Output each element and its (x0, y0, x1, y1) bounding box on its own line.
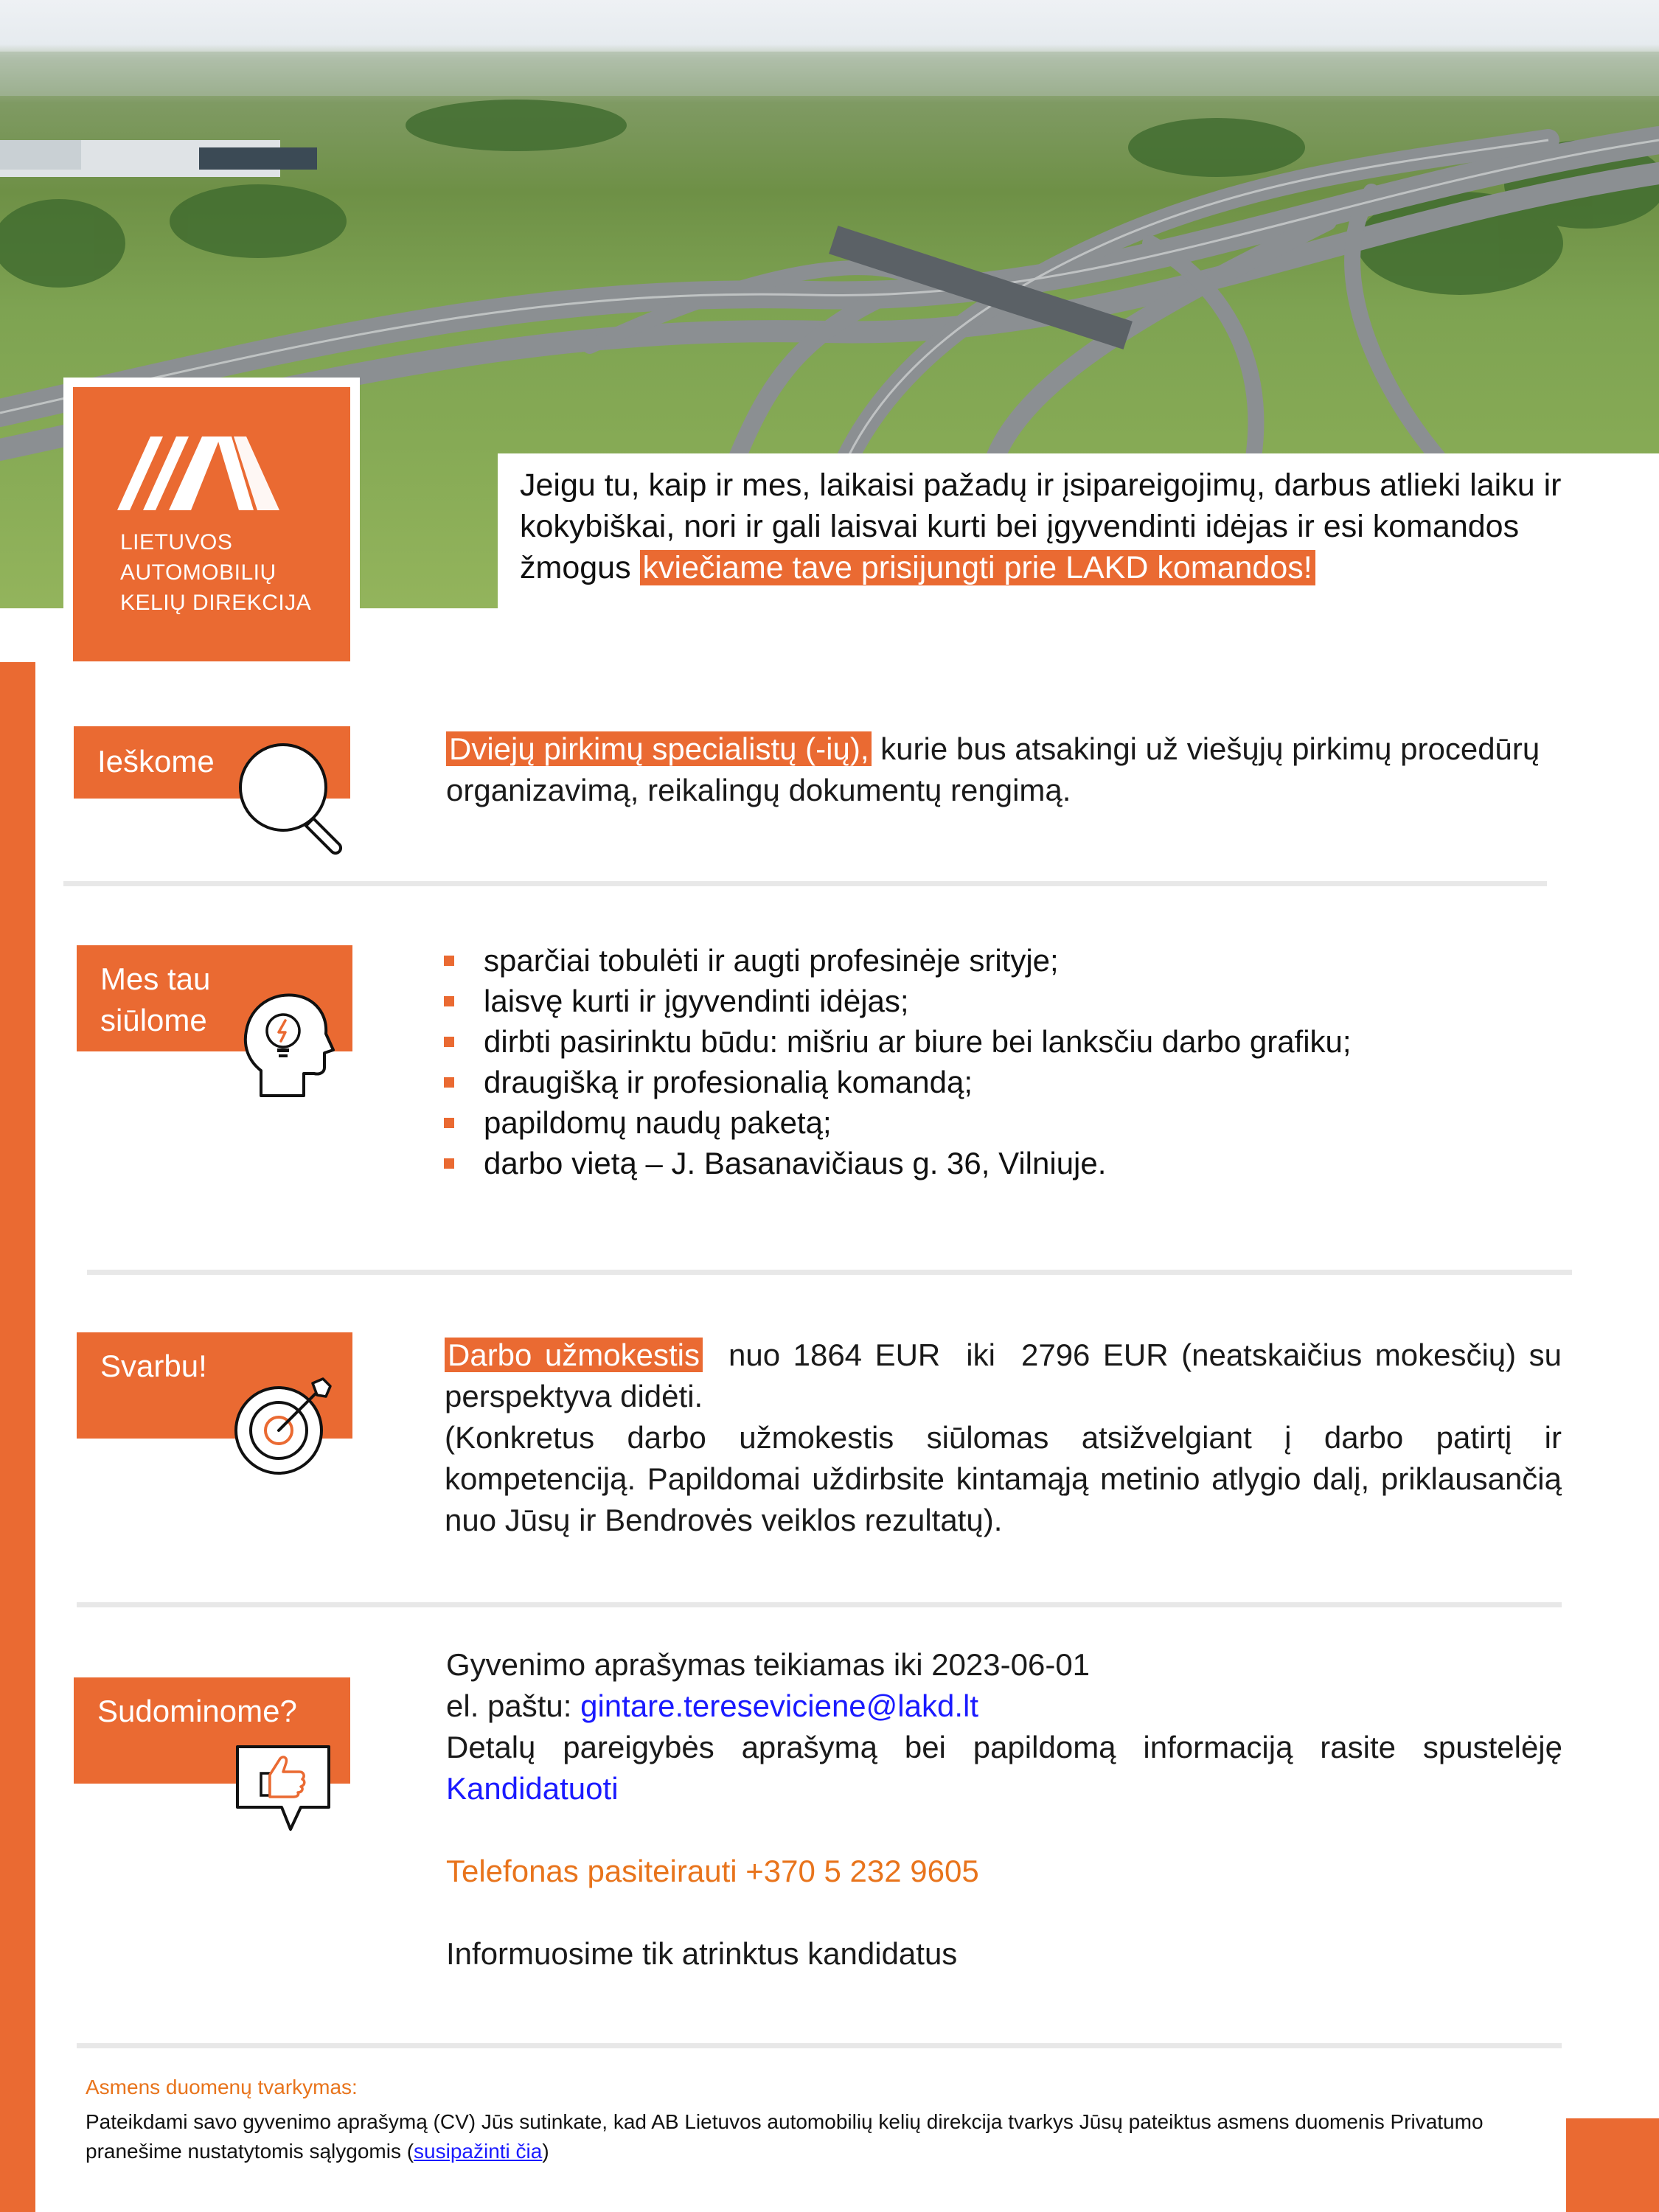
tag-interested: Sudominome? (74, 1677, 350, 1784)
offer-list (442, 940, 1548, 1183)
tag-important: Svarbu! (77, 1332, 352, 1439)
thumbs-up-chat-icon (234, 1744, 332, 1832)
offer-item: laisvę kurti ir įgyvendinti idėjas; (442, 981, 1548, 1021)
logo-text (120, 527, 311, 618)
offer-item: darbo vietą – J. Basanavičiaus g. 36, Vilniuje. (442, 1143, 1548, 1183)
privacy-title: Asmens duomenų tvarkymas: (86, 2076, 358, 2098)
lakd-logo-icon (73, 387, 350, 661)
privacy-link[interactable]: susipažinti čia (414, 2140, 543, 2163)
logo-line-3: KELIŲ DIREKCIJA (120, 591, 312, 615)
intro-body: Jeigu tu, kaip ir mes, laikaisi pažadų ir įsipareigojimų, darbus atlieki laiku ir kokybiškai, nori ir gali laisvai kurti bei įgyvendinti idėjas ir esi komandos žmogus (520, 467, 1562, 585)
phone-info: Telefonas pasiteirauti +370 5 232 9605 (446, 1854, 979, 1888)
tag-seeking: Ieškome (74, 726, 350, 799)
email-label: el. paštu: (446, 1688, 581, 1723)
logo-line-1: LIETUVOS (120, 530, 233, 554)
privacy-body: Pateikdami savo gyvenimo aprašymą (CV) Jūs sutinkate, kad AB Lietuvos automobilių kelių direkcija tvarkys Jūsų pateiktus asmens duomenis Privatumo pranešime nustatytomis sąlygomis ( (86, 2110, 1484, 2163)
divider-1 (63, 881, 1547, 886)
seeking-text (446, 728, 1552, 811)
intro-text (520, 465, 1618, 588)
salary-note: (Konkretus darbo užmokestis siūlomas atsižvelgiant į darbo patirtį ir kompetenciją. Papildomai uždirbsite kintamąją metinio atlygio dalį, priklausančią nuo Jūsų ir Bendrovės veiklos rezultatų). (445, 1420, 1562, 1537)
tag-offer-line-2: siūlome (100, 1003, 207, 1037)
apply-link[interactable]: Kandidatuoti (446, 1771, 619, 1806)
privacy-text (86, 2107, 1553, 2166)
head-lightbulb-icon (240, 988, 336, 1099)
important-text (445, 1335, 1571, 1541)
target-arrow-icon (233, 1373, 336, 1476)
salary-range: nuo 1864 EUR iki 2796 EUR (neatskaičius mokesčių) su perspektyva didėti. (445, 1338, 1571, 1413)
corner-accent-box (1566, 2118, 1659, 2212)
seeking-highlight: Dviejų pirkimų specialistų (-ių), (446, 731, 872, 766)
lakd-logo (73, 387, 350, 661)
selection-notice: Informuosime tik atrinktus kandidatus (446, 1936, 958, 1971)
offer-item: dirbti pasirinktu būdu: mišriu ar biure bei lanksčiu darbo grafiku; (442, 1021, 1548, 1062)
divider-2 (87, 1270, 1572, 1275)
salary-highlight: Darbo užmokestis (445, 1338, 703, 1372)
side-accent-bar (0, 662, 35, 2212)
offer-item: draugišką ir profesionalią komandą; (442, 1062, 1548, 1102)
offer-item: sparčiai tobulėti ir augti profesinėje srityje; (442, 940, 1548, 981)
logo-line-2: AUTOMOBILIŲ (120, 560, 276, 585)
details-text: Detalų pareigybės aprašymą bei papildomą informaciją rasite spustelėję (446, 1730, 1562, 1764)
email-link[interactable]: gintare.tereseviciene@lakd.lt (580, 1688, 979, 1723)
magnifier-icon (230, 737, 348, 855)
email-line (446, 1686, 1562, 1727)
cv-deadline: Gyvenimo aprašymas teikiamas iki 2023-06-01 (446, 1647, 1091, 1682)
seeking-body: kurie bus atsakingi už viešųjų pirkimų procedūrų organizavimą, reikalingų dokumentų rengimą. (446, 731, 1540, 807)
interested-text (446, 1644, 1562, 1975)
offer-item: papildomų naudų paketą; (442, 1102, 1548, 1143)
privacy-close: ) (542, 2140, 549, 2163)
intro-highlight: kviečiame tave prisijungti prie LAKD komandos! (640, 550, 1315, 585)
divider-3 (77, 1602, 1562, 1607)
tag-offer-line-1: Mes tau (100, 961, 211, 996)
divider-4 (77, 2043, 1562, 2048)
